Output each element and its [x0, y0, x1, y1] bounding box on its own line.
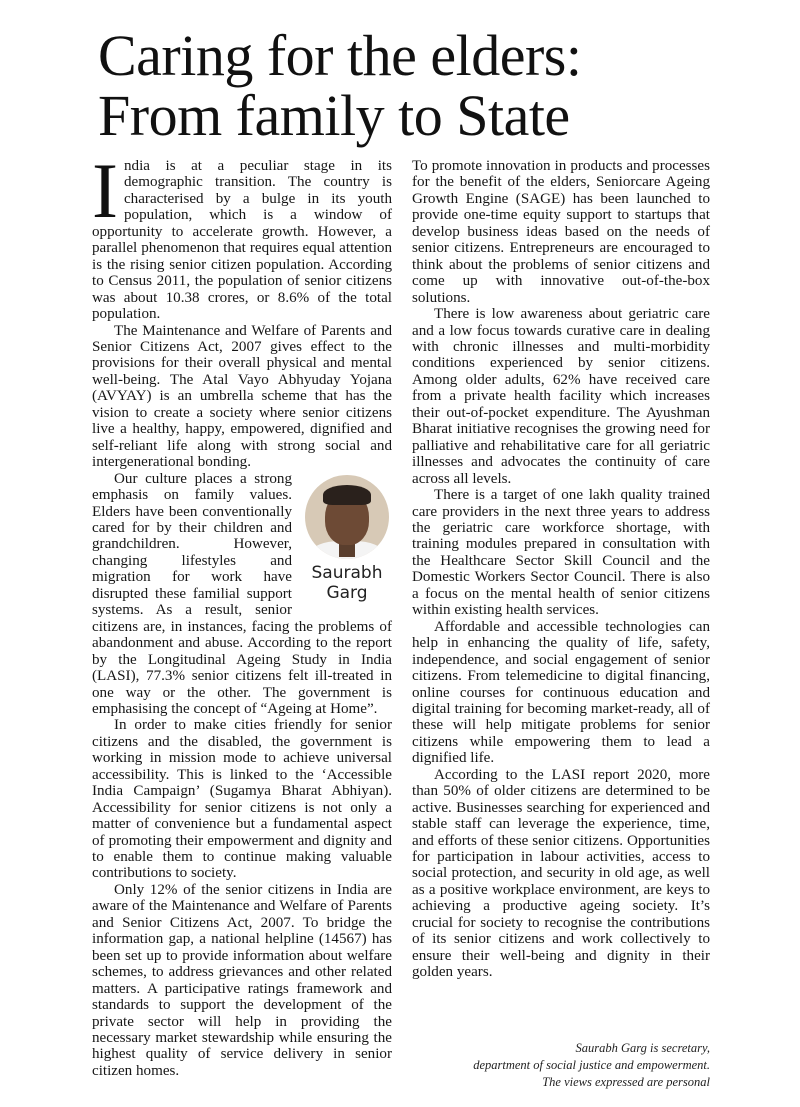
paragraph: In order to make cities friendly for senior citizens and the disabled, the government is working in mission mode to achieve universal accessibility. This is linked to the ‘Accessible India Campaign’ (Sugamya Bharat Abhiyan). Accessibility for senior citizens is not only a matter of convenience but a fundamental aspect of promoting their empowerment and dignity and to enable them to continue making valuable contributions to society. — [92, 717, 392, 882]
article-column-right — [412, 158, 710, 981]
author-last-name: Garg — [326, 582, 368, 603]
dropcap: I — [92, 147, 118, 234]
paragraph-with-portrait — [92, 471, 392, 718]
credit-line-2: department of social justice and empowerment. — [473, 1058, 710, 1072]
paragraph: The Maintenance and Welfare of Parents and Senior Citizens Act, 2007 gives effect to the provisions for their overall physical and mental well-being. The Atal Vayo Abhyuday Yojana (AVYAY) is an umbrella scheme that has the vision to create a society where senior citizens live a healthy, happy, empowered, dignified and self-reliant life along with strong social and intergenerational bonding. — [92, 322, 392, 471]
paragraph: According to the LASI report 2020, more than 50% of older citizens are determined to be active. Businesses searching for experienced and stable staff can leverage the experience, time, and efforts of these senior citizens. Opportunities for participation in labour activities, access to social protection, and security in old age, as well as a positive workplace environment, are keys to achieving a productive ageing society. It’s crucial for society to recognise the contributions of its senior citizens and work collectively to ensure their well-being and dignity in their golden years. — [412, 766, 710, 981]
author-portrait-photo — [305, 475, 389, 559]
credit-line-1: Saurabh Garg is secretary, — [575, 1041, 710, 1055]
author-portrait-box — [302, 475, 392, 613]
headline-line-2: From family to State — [98, 83, 570, 148]
paragraph: Only 12% of the senior citizens in India are aware of the Maintenance and Welfare of Parents and Senior Citizens Act, 2007. To bridge the information gap, a national helpline (14567) has been set up to provide information about welfare schemes, to address grievances and other related matters. A participative ratings framework and standards to support the development of the private sector will help in providing the necessary market stewardship while ensuring the highest quality of service delivery in senior citizen homes. — [92, 881, 392, 1079]
paragraph: Affordable and accessible technologies can help in enhancing the quality of life, safety, independence, and social engagement of senior citizens. From telemedicine to digital financing, online courses for continuous education and digital training for becoming market-ready, all of these will help mitigate problems for senior citizens while empowering them to lead a dignified life. — [412, 618, 710, 767]
headline — [98, 23, 778, 148]
author-first-name: Saurabh — [311, 562, 383, 583]
article-column-left — [92, 147, 392, 1079]
headline-line-1: Caring for the elders: — [98, 23, 582, 88]
paragraph-intro — [92, 147, 392, 323]
paragraph-text: ndia is at a peculiar stage in its demographic transition. The country is characterised by a bulge in its youth population, which is a window of opportunity to accelerate growth. However, a parallel phenomenon that requires equal attention is the rising senior citizen population. According to Census 2011, the population of senior citizens was about 10.38 crores, or 8.6% of the total population. — [92, 158, 392, 323]
paragraph: There is low awareness about geriatric care and a low focus towards curative care in dealing with chronic illnesses and multi-morbidity conditions experienced by senior citizens. Among older adults, 62% have received care from a private health facility which increases their out-of-pocket expenditure. The Ayushman Bharat initiative recognises the growing need for palliative and rehabilitative care for all geriatric illnesses and advocates the continuity of care across all levels. — [412, 306, 710, 487]
paragraph: There is a target of one lakh quality trained care providers in the next three years to address the geriatric care workforce shortage, with training modules prepared in consultation with the Healthcare Sector Skill Council and the Domestic Workers Sector Council. There is also a focus on the mental health of senior citizens within existing health services. — [412, 487, 710, 619]
author-credit — [420, 1040, 710, 1091]
credit-line-3: The views expressed are personal — [542, 1075, 710, 1089]
paragraph-text: Our culture places a strong emphasis on family values. Elders have been conventionally cared for by their children and grandchildren. However, changing lifestyles and migration for work have disrupted these familial support systems. As a result, senior citizens are, in instances, facing the problems of abandonment and abuse. According to the report by the Longitudinal Ageing Study in India (LASI), 77.3% senior citizens felt ill-treated in one way or the other. The government is emphasising the concept of “Ageing at Home”. — [92, 470, 392, 717]
paragraph: To promote innovation in products and processes for the benefit of the elders, Seniorcare Ageing Growth Engine (SAGE) has been launched to provide one-time equity support to startups that develop business ideas based on the needs of senior citizens. Entrepreneurs are encouraged to think about the problems of senior citizens and come up with innovative out-of-the-box solutions. — [412, 158, 710, 306]
